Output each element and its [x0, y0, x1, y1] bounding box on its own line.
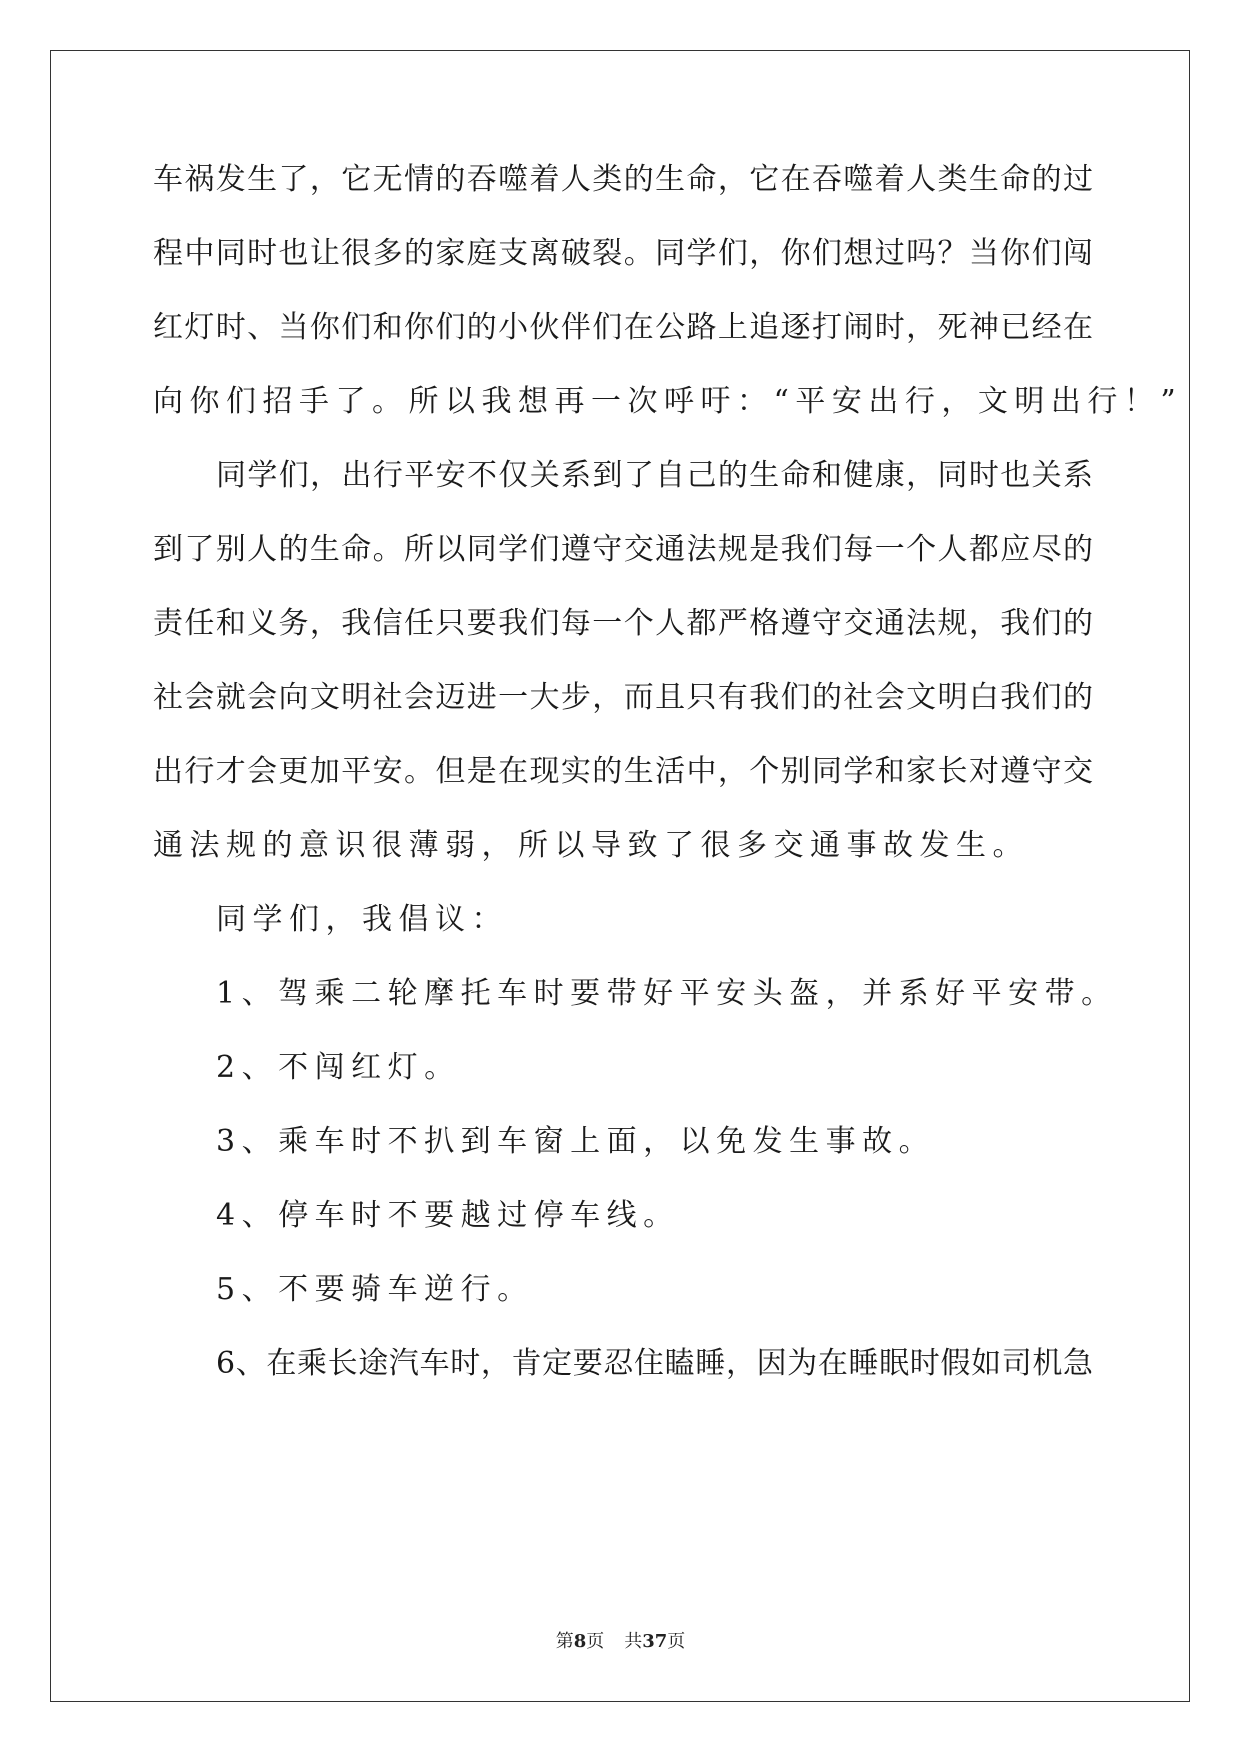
text-line: 程中同时也让很多的家庭支离破裂。同学们，你们想过吗？当你们闯: [153, 236, 1093, 271]
footer-page-total: 37: [642, 1631, 668, 1652]
text-line: 通法规的意识很薄弱，所以导致了很多交通事故发生。: [153, 828, 1029, 863]
footer-page-current: 8: [573, 1631, 587, 1652]
list-item: 5、不要骑车逆行。: [216, 1272, 534, 1307]
list-item: 3、乘车时不扒到车窗上面，以免发生事故。: [216, 1124, 936, 1159]
footer-total-suffix: 页: [667, 1631, 686, 1652]
text-line: 向你们招手了。所以我想再一次呼吁：“平安出行，文明出行！”: [153, 384, 1183, 419]
footer-total-prefix: 共: [624, 1631, 643, 1652]
text-line: 同学们，出行平安不仅关系到了自己的生命和健康，同时也关系: [216, 458, 1093, 493]
text-line: 社会就会向文明社会迈进一大步，而且只有我们的社会文明白我们的: [153, 680, 1093, 715]
footer-page-suffix: 页: [586, 1631, 605, 1652]
list-item: 2、不闯红灯。: [216, 1050, 461, 1085]
text-line: 红灯时、当你们和你们的小伙伴们在公路上追逐打闹时，死神已经在: [153, 310, 1093, 345]
list-item: 1、驾乘二轮摩托车时要带好平安头盔，并系好平安带。: [216, 976, 1118, 1011]
list-item: 6、在乘长途汽车时，肯定要忍住瞌睡，因为在睡眠时假如司机急: [216, 1346, 1093, 1381]
text-line: 车祸发生了，它无情的吞噬着人类的生命，它在吞噬着人类生命的过: [153, 162, 1093, 197]
text-line: 出行才会更加平安。但是在现实的生活中，个别同学和家长对遵守交: [153, 754, 1093, 789]
page-border: [50, 50, 1190, 1702]
text-line: 到了别人的生命。所以同学们遵守交通法规是我们每一个人都应尽的: [153, 532, 1093, 567]
page-footer: [0, 1630, 1241, 1654]
list-item: 4、停车时不要越过停车线。: [216, 1198, 680, 1233]
footer-page-prefix: 第: [555, 1631, 574, 1652]
text-line: 责任和义务，我信任只要我们每一个人都严格遵守交通法规，我们的: [153, 606, 1093, 641]
text-line: 同学们，我倡议：: [216, 902, 508, 937]
